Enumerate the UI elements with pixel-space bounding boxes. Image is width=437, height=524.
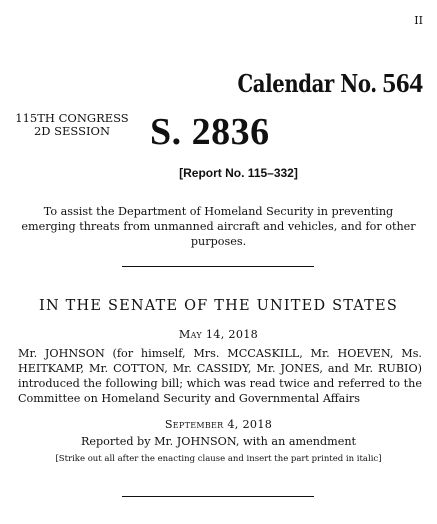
report-number: [Report No. 115–332]: [179, 166, 298, 180]
congress-label: 115TH CONGRESS: [15, 111, 129, 125]
divider-rule: [122, 496, 314, 497]
calendar-number: 564: [382, 68, 423, 98]
amendment-note: [Strike out all after the enacting clause and insert the part printed in italic]: [55, 454, 382, 464]
divider-rule: [122, 266, 314, 267]
introduction-text: Mr. JOHNSON (for himself, Mrs. MCCASKILL, Mr. HOEVEN, Ms. HEITKAMP, Mr. COTTON, Mr. CASSIDY, Mr. JONES, and Mr. RUBIO) introduced the following bill; which was read twice and referred to the Committee on Homeland Security and Governmental Affairs: [18, 347, 422, 405]
calendar-label: Calendar No.: [237, 69, 377, 98]
bill-number: S. 2836: [150, 111, 270, 153]
introduction-date: May 14, 2018: [178, 328, 259, 341]
bill-purpose: To assist the Department of Homeland Security in preventing emerging threats from unmanned aircraft and vehicles, and for other purposes.: [21, 205, 416, 248]
congress-session: [12, 112, 132, 138]
volume-mark: II: [414, 14, 423, 27]
report-action: Reported by Mr. JOHNSON, with an amendment: [80, 435, 357, 448]
report-date: September 4, 2018: [164, 418, 273, 431]
calendar-heading: [207, 68, 423, 99]
senate-heading: IN THE SENATE OF THE UNITED STATES: [39, 298, 398, 314]
session-label: 2D SESSION: [33, 124, 111, 138]
